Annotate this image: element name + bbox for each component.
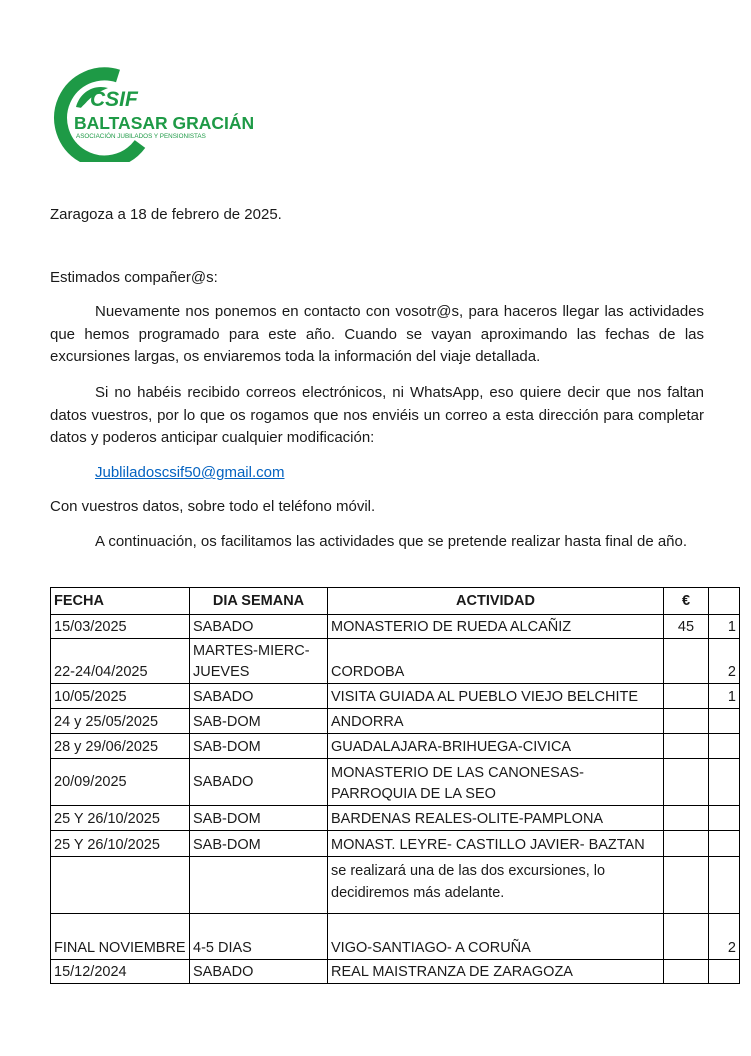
cell-precio bbox=[664, 914, 709, 960]
cell-dia: SABADO bbox=[190, 960, 328, 984]
header-dia-semana: DIA SEMANA bbox=[190, 588, 328, 615]
cell-actividad: MONASTERIO DE RUEDA ALCAÑIZ bbox=[328, 615, 664, 639]
cell-precio: 45 bbox=[664, 615, 709, 639]
cell-dia: SABADO bbox=[190, 615, 328, 639]
cell-precio bbox=[664, 960, 709, 984]
cell-dia: SAB-DOM bbox=[190, 734, 328, 759]
cell-extra bbox=[709, 831, 740, 857]
header-extra bbox=[709, 588, 740, 615]
cell-actividad: BARDENAS REALES-OLITE-PAMPLONA bbox=[328, 806, 664, 831]
cell-fecha: 24 y 25/05/2025 bbox=[51, 709, 190, 734]
cell-extra: 1 bbox=[709, 684, 740, 709]
date-line: Zaragoza a 18 de febrero de 2025. bbox=[50, 206, 282, 223]
cell-actividad: ANDORRA bbox=[328, 709, 664, 734]
cell-extra: 1 bbox=[709, 615, 740, 639]
cell-extra bbox=[709, 857, 740, 914]
cell-fecha: FINAL NOVIEMBRE bbox=[51, 914, 190, 960]
cell-dia: SAB-DOM bbox=[190, 709, 328, 734]
header-fecha: FECHA bbox=[51, 588, 190, 615]
cell-extra bbox=[709, 960, 740, 984]
cell-actividad: VISITA GUIADA AL PUEBLO VIEJO BELCHITE bbox=[328, 684, 664, 709]
table-header-row bbox=[51, 588, 740, 615]
table-row bbox=[51, 759, 740, 806]
cell-dia: MARTES-MIERC-JUEVES bbox=[190, 639, 328, 684]
cell-fecha: 15/03/2025 bbox=[51, 615, 190, 639]
paragraph-intro: Nuevamente nos ponemos en contacto con vosotr@s, para haceros llegar las actividades que hemos programado para este año. Cuando se vayan aproximando las fechas de las excursiones largas, os enviaremos toda la información del viaje detallada. bbox=[50, 303, 704, 365]
cell-precio bbox=[664, 759, 709, 806]
cell-fecha bbox=[51, 857, 190, 914]
cell-fecha: 25 Y 26/10/2025 bbox=[51, 806, 190, 831]
table-row bbox=[51, 709, 740, 734]
table-row bbox=[51, 639, 740, 684]
cell-actividad: REAL MAISTRANZA DE ZARAGOZA bbox=[328, 960, 664, 984]
cell-fecha: 20/09/2025 bbox=[51, 759, 190, 806]
cell-dia: SABADO bbox=[190, 684, 328, 709]
cell-actividad: MONAST. LEYRE- CASTILLO JAVIER- BAZTAN bbox=[328, 831, 664, 857]
cell-precio bbox=[664, 709, 709, 734]
table-row bbox=[51, 960, 740, 984]
cell-extra: 2 bbox=[709, 914, 740, 960]
email-link[interactable]: Jubliladoscsif50@gmail.com bbox=[95, 464, 285, 481]
csif-logo bbox=[50, 62, 260, 162]
cell-dia: SABADO bbox=[190, 759, 328, 806]
cell-extra bbox=[709, 759, 740, 806]
cell-precio bbox=[664, 806, 709, 831]
paragraph-phone: Con vuestros datos, sobre todo el teléfono móvil. bbox=[50, 498, 376, 515]
table-row bbox=[51, 684, 740, 709]
table-row bbox=[51, 857, 740, 914]
cell-actividad: VIGO-SANTIAGO- A CORUÑA bbox=[328, 914, 664, 960]
paragraph-activities: A continuación, os facilitamos las actividades que se pretende realizar hasta final de año. bbox=[95, 533, 688, 550]
table-row bbox=[51, 615, 740, 639]
logo-name: BALTASAR GRACIÁN bbox=[74, 113, 255, 133]
cell-actividad: GUADALAJARA-BRIHUEGA-CIVICA bbox=[328, 734, 664, 759]
greeting: Estimados compañer@s: bbox=[50, 269, 218, 286]
cell-dia: SAB-DOM bbox=[190, 831, 328, 857]
cell-precio bbox=[664, 639, 709, 684]
header-precio: € bbox=[664, 588, 709, 615]
cell-precio bbox=[664, 857, 709, 914]
cell-extra bbox=[709, 709, 740, 734]
cell-actividad: MONASTERIO DE LAS CANONESAS-PARROQUIA DE LA SEO bbox=[328, 759, 664, 806]
cell-dia: SAB-DOM bbox=[190, 806, 328, 831]
cell-extra bbox=[709, 806, 740, 831]
cell-fecha: 25 Y 26/10/2025 bbox=[51, 831, 190, 857]
cell-dia bbox=[190, 857, 328, 914]
table-row bbox=[51, 806, 740, 831]
cell-dia: 4-5 DIAS bbox=[190, 914, 328, 960]
logo-subtitle: ASOCIACIÓN JUBILADOS Y PENSIONISTAS bbox=[76, 133, 206, 140]
header-actividad: ACTIVIDAD bbox=[328, 588, 664, 615]
table-row bbox=[51, 831, 740, 857]
cell-actividad: CORDOBA bbox=[328, 639, 664, 684]
table-row bbox=[51, 734, 740, 759]
cell-fecha: 10/05/2025 bbox=[51, 684, 190, 709]
cell-extra: 2 bbox=[709, 639, 740, 684]
cell-precio bbox=[664, 684, 709, 709]
activities-table bbox=[50, 587, 740, 984]
cell-precio bbox=[664, 734, 709, 759]
cell-precio bbox=[664, 831, 709, 857]
cell-fecha: 15/12/2024 bbox=[51, 960, 190, 984]
cell-actividad: se realizará una de las dos excursiones, lo decidiremos más adelante. bbox=[328, 857, 664, 914]
cell-fecha: 28 y 29/06/2025 bbox=[51, 734, 190, 759]
logo-brand: CSIF bbox=[90, 88, 138, 111]
cell-extra bbox=[709, 734, 740, 759]
cell-fecha: 22-24/04/2025 bbox=[51, 639, 190, 684]
paragraph-contact: Si no habéis recibido correos electrónicos, ni WhatsApp, eso quiere decir que nos faltan datos vuestros, por lo que os rogamos que nos enviéis un correo a esta dirección para completar datos y poderos anticipar cualquier modificación: bbox=[50, 384, 704, 446]
table-row bbox=[51, 914, 740, 960]
